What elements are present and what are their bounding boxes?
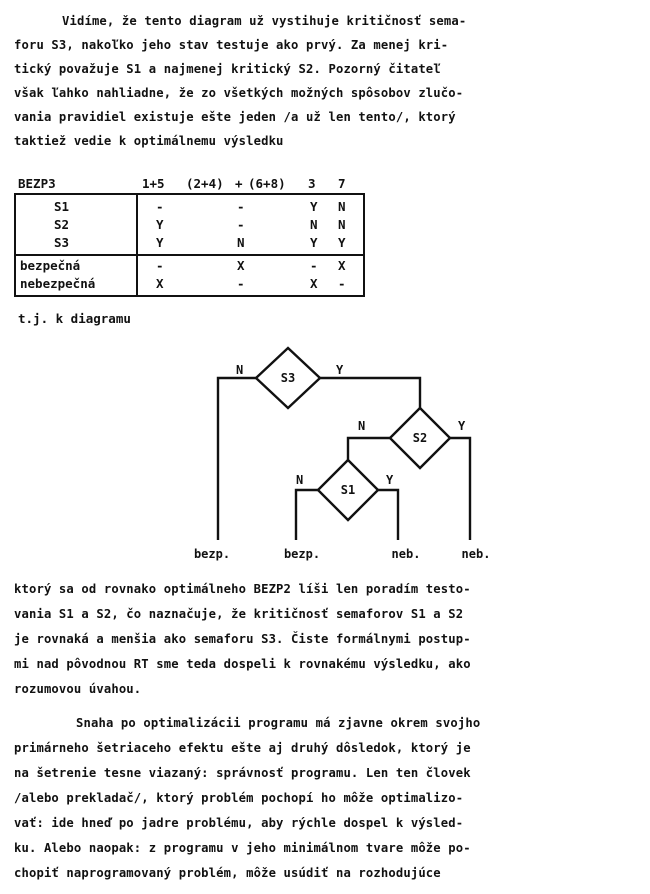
output-label: bezp.	[283, 547, 321, 561]
text-line: vania pravidiel existuje ešte jeden /a už len tento/, ktorý	[14, 110, 456, 124]
row-label: nebezpečná	[20, 276, 96, 291]
table-cell: N	[338, 217, 346, 232]
column-header: (2+4)	[186, 176, 224, 191]
table-cell: -	[237, 199, 245, 214]
table-divider	[136, 195, 138, 295]
table-cell: -	[310, 258, 318, 273]
table-cell: -	[237, 217, 245, 232]
table-cell: -	[237, 276, 245, 291]
table-cell: Y	[338, 235, 346, 250]
text-line: je rovnaká a menšia ako semaforu S3. Čiste formálnymi postup-	[14, 632, 471, 646]
s1-yes-edge	[378, 490, 398, 540]
s1-no-edge	[296, 490, 318, 540]
table-title: BEZP3	[18, 176, 56, 191]
table-cell: Y	[156, 235, 164, 250]
table-cell: Y	[156, 217, 164, 232]
text-line: chopiť naprogramovaný problém, môže usúdiť na rozhodujúce	[14, 866, 441, 880]
column-header: (6+8)	[248, 176, 286, 191]
table-cell: X	[310, 276, 318, 291]
s1-node-label: S1	[340, 483, 356, 497]
column-header: 1+5	[142, 176, 165, 191]
text-line: Snaha po optimalizácii programu má zjavne okrem svojho	[76, 716, 481, 730]
text-line: Vidíme, že tento diagram už vystihuje kritičnosť sema-	[62, 14, 467, 28]
s3-yes-label: Y	[336, 363, 344, 377]
row-label: S1	[54, 199, 70, 214]
table-cell: Y	[310, 235, 318, 250]
s3-no-edge	[218, 378, 256, 540]
decision-table	[14, 193, 365, 297]
s2-node-label: S2	[412, 431, 428, 445]
table-cell: N	[338, 199, 346, 214]
s2-yes-edge	[450, 438, 470, 540]
diagram-caption: t.j. k diagramu	[18, 311, 131, 326]
text-line: však ľahko nahliadne, že zo všetkých možných spôsobov zlučo-	[14, 86, 464, 100]
row-label: S3	[54, 235, 70, 250]
s2-no-label: N	[358, 419, 366, 433]
text-line: vať: ide hneď po jadre problému, aby rýchle dospel k výsled-	[14, 816, 464, 830]
column-header: 7	[338, 176, 346, 191]
output-label: bezp.	[193, 547, 231, 561]
row-label: bezpečná	[20, 258, 81, 273]
decision-diagram	[0, 340, 650, 570]
table-cell: -	[156, 199, 164, 214]
table-cell: N	[237, 235, 245, 250]
table-cell: -	[338, 276, 346, 291]
s3-no-label: N	[236, 363, 244, 377]
table-cell: -	[156, 258, 164, 273]
text-line: mi nad pôvodnou RT sme teda dospeli k rovnakému výsledku, ako	[14, 657, 471, 671]
table-header-row	[18, 176, 378, 192]
text-line: taktiež vedie k optimálnemu výsledku	[14, 134, 284, 148]
s1-no-label: N	[296, 473, 304, 487]
s2-no-edge	[348, 438, 390, 460]
table-cell: N	[310, 217, 318, 232]
output-label: neb.	[391, 547, 421, 561]
text-line: rozumovou úvahou.	[14, 682, 142, 696]
row-label: S2	[54, 217, 70, 232]
text-line: primárneho šetriaceho efektu ešte aj druhý dôsledok, ktorý je	[14, 741, 471, 755]
text-line: ku. Alebo naopak: z programu v jeho minimálnom tvare môže po-	[14, 841, 471, 855]
text-line: /alebo prekladač/, ktorý problém pochopí ho môže optimalizo-	[14, 791, 464, 805]
column-header: 3	[308, 176, 316, 191]
output-label: neb.	[461, 547, 491, 561]
table-cell: X	[338, 258, 346, 273]
table-cell: X	[237, 258, 245, 273]
s3-node-label: S3	[280, 371, 296, 385]
text-line: vania S1 a S2, čo naznačuje, že kritičnosť semaforov S1 a S2	[14, 607, 464, 621]
table-cell: X	[156, 276, 164, 291]
text-line: foru S3, nakoľko jeho stav testuje ako prvý. Za menej kri-	[14, 38, 449, 52]
s1-yes-label: Y	[386, 473, 394, 487]
s3-yes-edge	[320, 378, 420, 408]
s2-yes-label: Y	[458, 419, 466, 433]
text-line: ktorý sa od rovnako optimálneho BEZP2 líši len poradím testo-	[14, 582, 471, 596]
column-header: +	[235, 176, 243, 191]
table-divider	[16, 254, 363, 256]
text-line: tický považuje S1 a najmenej kritický S2. Pozorný čitateľ	[14, 62, 441, 76]
table-cell: Y	[310, 199, 318, 214]
text-line: na šetrenie tesne viazaný: správnosť programu. Len ten človek	[14, 766, 471, 780]
